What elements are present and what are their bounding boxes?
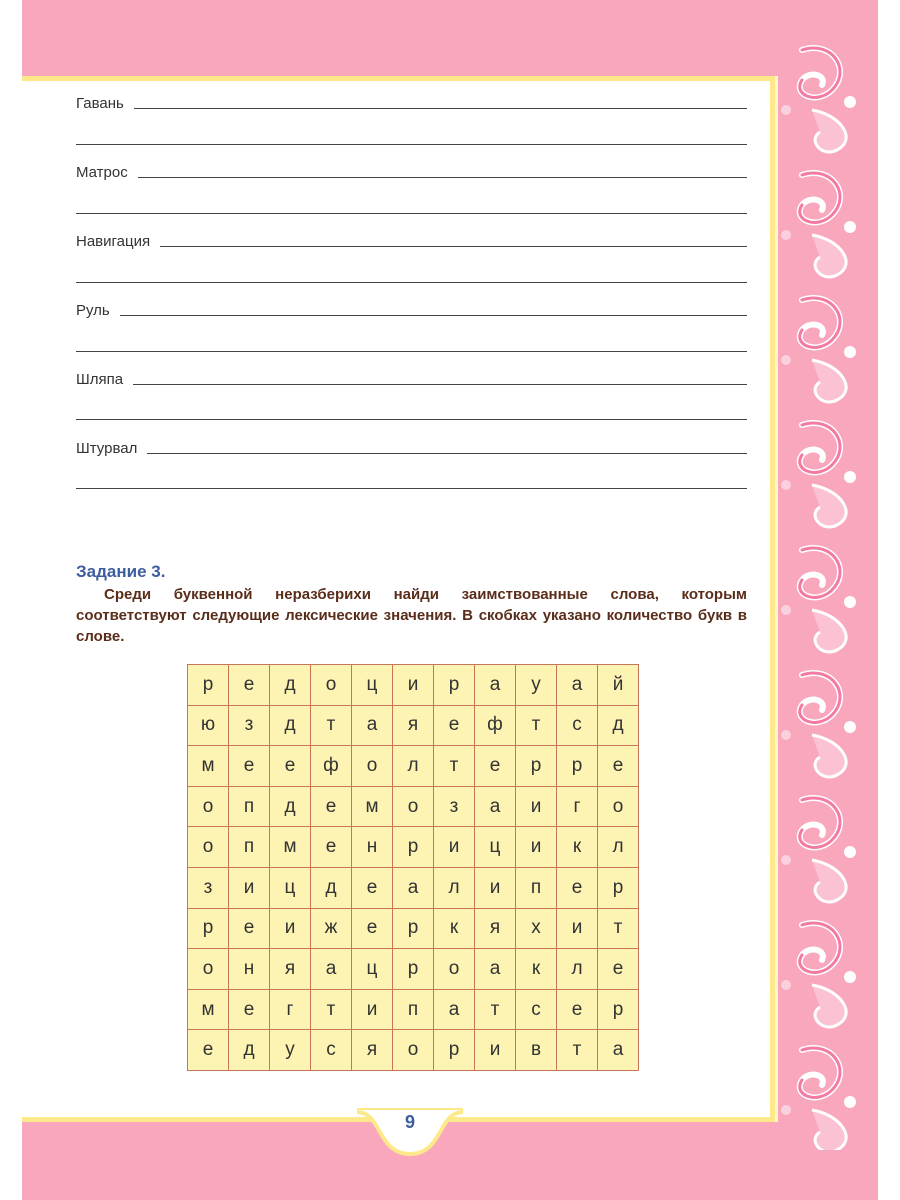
grid-row bbox=[188, 949, 639, 990]
answer-line bbox=[76, 213, 747, 214]
grid-cell: п bbox=[229, 827, 270, 868]
grid-row bbox=[188, 705, 639, 746]
grid-cell: п bbox=[516, 867, 557, 908]
grid-row bbox=[188, 786, 639, 827]
grid-cell: у bbox=[270, 1030, 311, 1071]
grid-cell: з bbox=[188, 867, 229, 908]
grid-cell: р bbox=[557, 746, 598, 787]
grid-cell: ц bbox=[352, 665, 393, 706]
grid-row bbox=[188, 989, 639, 1030]
grid-cell: я bbox=[393, 705, 434, 746]
grid-cell: д bbox=[270, 705, 311, 746]
grid-cell: е bbox=[229, 989, 270, 1030]
grid-row bbox=[188, 1030, 639, 1071]
grid-cell: ф bbox=[311, 746, 352, 787]
grid-cell: м bbox=[270, 827, 311, 868]
grid-cell: у bbox=[516, 665, 557, 706]
grid-cell: е bbox=[598, 746, 639, 787]
answer-line bbox=[138, 177, 747, 178]
grid-cell: и bbox=[393, 665, 434, 706]
answer-line bbox=[76, 144, 747, 145]
grid-cell: н bbox=[229, 949, 270, 990]
grid-cell: а bbox=[598, 1030, 639, 1071]
grid-cell: т bbox=[434, 746, 475, 787]
grid-cell: е bbox=[598, 949, 639, 990]
grid-cell: я bbox=[352, 1030, 393, 1071]
grid-cell: е bbox=[475, 746, 516, 787]
grid-cell: т bbox=[598, 908, 639, 949]
floral-ornament-decoration bbox=[772, 40, 872, 1150]
grid-cell: р bbox=[188, 665, 229, 706]
grid-cell: л bbox=[393, 746, 434, 787]
answer-line bbox=[76, 419, 747, 420]
grid-cell: х bbox=[516, 908, 557, 949]
grid-cell: т bbox=[311, 705, 352, 746]
grid-cell: а bbox=[475, 665, 516, 706]
grid-cell: а bbox=[434, 989, 475, 1030]
grid-cell: к bbox=[434, 908, 475, 949]
grid-cell: о bbox=[598, 786, 639, 827]
grid-cell: р bbox=[393, 949, 434, 990]
grid-cell: о bbox=[352, 746, 393, 787]
grid-cell: д bbox=[311, 867, 352, 908]
grid-cell: к bbox=[516, 949, 557, 990]
grid-cell: л bbox=[434, 867, 475, 908]
grid-cell: м bbox=[352, 786, 393, 827]
grid-cell: к bbox=[557, 827, 598, 868]
answer-line bbox=[160, 246, 747, 247]
answer-line bbox=[147, 453, 747, 454]
grid-cell: е bbox=[270, 746, 311, 787]
grid-cell: т bbox=[516, 705, 557, 746]
grid-cell: я bbox=[270, 949, 311, 990]
grid-cell: в bbox=[516, 1030, 557, 1071]
grid-cell: ц bbox=[270, 867, 311, 908]
grid-cell: и bbox=[516, 786, 557, 827]
grid-cell: и bbox=[475, 867, 516, 908]
answer-line bbox=[134, 108, 747, 109]
grid-cell: и bbox=[516, 827, 557, 868]
answer-line bbox=[76, 351, 747, 352]
grid-cell: н bbox=[352, 827, 393, 868]
grid-cell: ю bbox=[188, 705, 229, 746]
grid-cell: й bbox=[598, 665, 639, 706]
grid-cell: о bbox=[393, 786, 434, 827]
definition-row bbox=[76, 161, 747, 181]
grid-cell: з bbox=[229, 705, 270, 746]
grid-cell: е bbox=[352, 908, 393, 949]
grid-cell: д bbox=[229, 1030, 270, 1071]
grid-cell: е bbox=[229, 665, 270, 706]
grid-cell: р bbox=[434, 1030, 475, 1071]
grid-cell: г bbox=[270, 989, 311, 1030]
grid-cell: е bbox=[188, 1030, 229, 1071]
grid-cell: м bbox=[188, 989, 229, 1030]
task-title: Задание 3. bbox=[76, 562, 166, 581]
grid-row bbox=[188, 827, 639, 868]
grid-cell: р bbox=[434, 665, 475, 706]
grid-cell: р bbox=[598, 989, 639, 1030]
grid-cell: с bbox=[557, 705, 598, 746]
grid-cell: с bbox=[311, 1030, 352, 1071]
grid-cell: р bbox=[598, 867, 639, 908]
grid-cell: о bbox=[188, 949, 229, 990]
grid-cell: а bbox=[311, 949, 352, 990]
grid-cell: о bbox=[434, 949, 475, 990]
grid-cell: я bbox=[475, 908, 516, 949]
answer-line bbox=[76, 282, 747, 283]
grid-cell: а bbox=[475, 786, 516, 827]
grid-cell: и bbox=[270, 908, 311, 949]
grid-cell: ф bbox=[475, 705, 516, 746]
grid-row bbox=[188, 908, 639, 949]
answer-line bbox=[76, 488, 747, 489]
grid-cell: р bbox=[516, 746, 557, 787]
grid-cell: о bbox=[188, 827, 229, 868]
definition-row bbox=[76, 437, 747, 457]
word-label: Руль bbox=[76, 302, 110, 319]
word-label: Шляпа bbox=[76, 371, 124, 388]
grid-cell: т bbox=[557, 1030, 598, 1071]
grid-cell: е bbox=[557, 867, 598, 908]
grid-cell: м bbox=[188, 746, 229, 787]
grid-cell: ж bbox=[311, 908, 352, 949]
word-search-grid bbox=[187, 664, 639, 1071]
grid-cell: р bbox=[393, 908, 434, 949]
grid-cell: п bbox=[393, 989, 434, 1030]
grid-cell: р bbox=[188, 908, 229, 949]
grid-cell: д bbox=[270, 786, 311, 827]
grid-cell: е bbox=[352, 867, 393, 908]
grid-cell: л bbox=[557, 949, 598, 990]
grid-cell: е bbox=[434, 705, 475, 746]
grid-row bbox=[188, 746, 639, 787]
grid-cell: а bbox=[352, 705, 393, 746]
word-label: Матрос bbox=[76, 164, 128, 181]
grid-cell: и bbox=[557, 908, 598, 949]
definition-row bbox=[76, 299, 747, 319]
grid-row bbox=[188, 867, 639, 908]
grid-cell: р bbox=[393, 827, 434, 868]
grid-cell: и bbox=[352, 989, 393, 1030]
word-label: Штурвал bbox=[76, 440, 138, 457]
definition-row bbox=[76, 368, 747, 388]
grid-cell: и bbox=[229, 867, 270, 908]
word-label: Навигация bbox=[76, 233, 151, 250]
grid-cell: г bbox=[557, 786, 598, 827]
grid-cell: з bbox=[434, 786, 475, 827]
grid-cell: ц bbox=[475, 827, 516, 868]
grid-cell: п bbox=[229, 786, 270, 827]
grid-cell: е bbox=[557, 989, 598, 1030]
grid-cell: и bbox=[475, 1030, 516, 1071]
grid-cell: с bbox=[516, 989, 557, 1030]
definition-row bbox=[76, 92, 747, 112]
grid-cell: о bbox=[393, 1030, 434, 1071]
grid-cell: т bbox=[475, 989, 516, 1030]
grid-cell: е bbox=[229, 746, 270, 787]
grid-cell: а bbox=[475, 949, 516, 990]
answer-line bbox=[133, 384, 747, 385]
answer-line bbox=[120, 315, 747, 316]
grid-cell: о bbox=[311, 665, 352, 706]
grid-row bbox=[188, 665, 639, 706]
grid-cell: е bbox=[229, 908, 270, 949]
grid-cell: ц bbox=[352, 949, 393, 990]
grid-cell: л bbox=[598, 827, 639, 868]
word-label: Гавань bbox=[76, 95, 124, 112]
task-instructions: Среди буквенной неразберихи найди заимствованные слова, которым соответствуют следующие лексические значения. В скобках указано количество букв в слове. bbox=[76, 586, 747, 645]
grid-cell: е bbox=[311, 827, 352, 868]
page-number: 9 bbox=[404, 1112, 415, 1132]
definition-row bbox=[76, 230, 747, 250]
grid-cell: о bbox=[188, 786, 229, 827]
grid-cell: д bbox=[598, 705, 639, 746]
grid-cell: и bbox=[434, 827, 475, 868]
grid-cell: т bbox=[311, 989, 352, 1030]
grid-cell: а bbox=[393, 867, 434, 908]
grid-cell: а bbox=[557, 665, 598, 706]
grid-cell: д bbox=[270, 665, 311, 706]
grid-cell: е bbox=[311, 786, 352, 827]
